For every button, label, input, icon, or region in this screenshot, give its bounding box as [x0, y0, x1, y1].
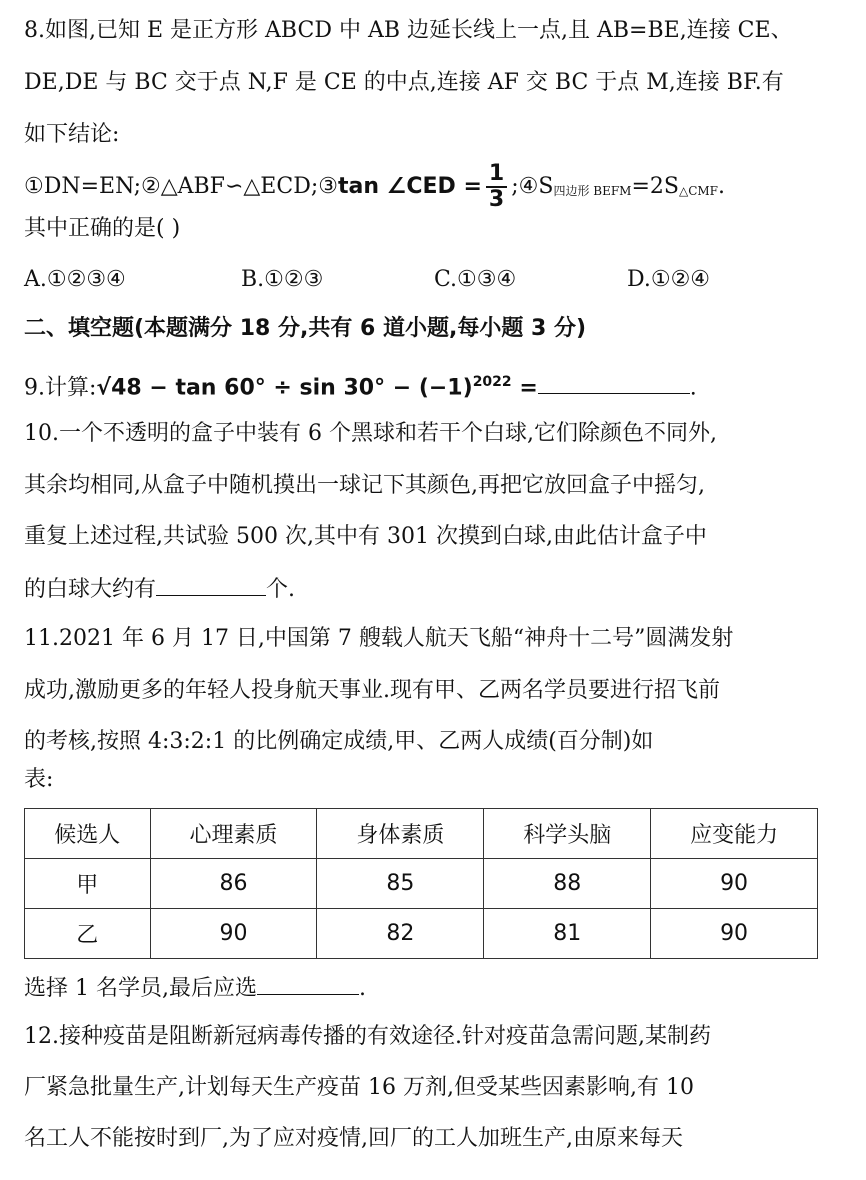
q11-after-text: 选择 1 名学员,最后应选 — [24, 976, 257, 1001]
q10-line-2: 其余均相同,从盒子中随机摸出一球记下其颜色,再把它放回盒子中摇匀, — [24, 473, 705, 498]
q11-after-end: . — [358, 976, 366, 1001]
q10-line-3: 重复上述过程,共试验 500 次,其中有 301 次摸到白球,由此估计盒子中 — [24, 524, 707, 549]
q8-line-3: 如下结论: — [24, 122, 120, 147]
q9-suffix: . — [689, 375, 697, 401]
table-cell: 82 — [317, 909, 484, 959]
q12-line-2: 厂紧急批量生产,计划每天生产疫苗 16 万剂,但受某些因素影响,有 10 — [24, 1075, 694, 1100]
q8-conclusion-end: . — [718, 174, 725, 199]
q10-line-1: 10.一个不透明的盒子中装有 6 个黑球和若干个白球,它们除颜色不同外, — [24, 421, 717, 446]
score-table — [24, 808, 818, 959]
q9-equals: = — [511, 375, 538, 401]
q9-exponent: 2022 — [472, 374, 512, 390]
q11-after-table — [24, 972, 846, 1004]
table-header-cell: 候选人 — [25, 809, 151, 859]
q8-option-d: D.①②④ — [627, 267, 711, 292]
q11-line-3: 的考核,按照 4:3:2:1 的比例确定成绩,甲、乙两人成绩(百分制)如 — [24, 729, 654, 754]
q8-fraction-denominator: 3 — [488, 187, 505, 212]
q11-line-4: 表: — [24, 767, 54, 792]
table-row — [25, 909, 818, 959]
q8-fraction — [486, 162, 507, 212]
table-cell: 85 — [317, 859, 484, 909]
q11-answer-blank[interactable] — [257, 972, 359, 995]
section-heading: 二、填空题(本题满分 18 分,共有 6 道小题,每小题 3 分) — [24, 316, 587, 341]
table-header-cell: 身体素质 — [317, 809, 484, 859]
table-cell: 81 — [484, 909, 651, 959]
q8-conclusion-part2: ;④S — [511, 174, 554, 199]
table-header-cell: 应变能力 — [651, 809, 818, 859]
q10-line-4-text: 的白球大约有 — [24, 577, 157, 602]
q8-conclusion-part3: =2S — [631, 174, 679, 199]
q8-fraction-numerator: 1 — [486, 162, 507, 188]
table-cell: 88 — [484, 859, 651, 909]
q8-option-c: C.①③④ — [434, 267, 517, 292]
q10-line-4-end: 个. — [266, 577, 296, 602]
table-cell: 90 — [150, 909, 317, 959]
q10-line-4 — [24, 573, 846, 605]
table-cell: 乙 — [25, 909, 151, 959]
q9-prefix: 9.计算: — [24, 375, 97, 401]
table-header-row — [25, 809, 818, 859]
q8-option-a: A.①②③④ — [24, 267, 126, 292]
q11-line-1: 11.2021 年 6 月 17 日,中国第 7 艘载人航天飞船“神舟十二号”圆满发射 — [24, 626, 734, 651]
q8-option-b: B.①②③ — [241, 267, 324, 292]
q8-conclusions — [24, 162, 846, 215]
q10-answer-blank[interactable] — [156, 573, 266, 596]
q9-expression: √48 − tan 60° ÷ sin 30° − (−1) — [96, 375, 473, 401]
q12-line-1: 12.接种疫苗是阻断新冠病毒传播的有效途径.针对疫苗急需问题,某制药 — [24, 1024, 711, 1049]
table-cell: 90 — [651, 859, 818, 909]
table-header-cell: 心理素质 — [150, 809, 317, 859]
q11-line-2: 成功,激励更多的年轻人投身航天事业.现有甲、乙两名学员要进行招飞前 — [24, 678, 720, 703]
q8-tan-expression: tan ∠CED = — [337, 174, 482, 199]
q8-subscript-tri: △CMF — [678, 184, 718, 198]
q8-options — [24, 265, 846, 295]
q12-line-3: 名工人不能按时到厂,为了应对疫情,回厂的工人加班生产,由原来每天 — [24, 1126, 683, 1151]
table-cell: 甲 — [25, 859, 151, 909]
table-row — [25, 859, 818, 909]
table-header-cell: 科学头脑 — [484, 809, 651, 859]
q8-subscript-quad: 四边形 BEFM — [553, 184, 632, 198]
q8-line-1: 8.如图,已知 E 是正方形 ABCD 中 AB 边延长线上一点,且 AB=BE,连接 CE、 — [24, 18, 793, 43]
q8-line-2: DE,DE 与 BC 交于点 N,F 是 CE 的中点,连接 AF 交 BC 于点 M,连接 BF.有 — [24, 70, 784, 95]
q8-line-5: 其中正确的是( ) — [24, 216, 181, 241]
q9-line — [24, 367, 846, 403]
q8-conclusion-part1: ①DN=EN;②△ABF∽△ECD;③ — [24, 174, 338, 199]
table-cell: 90 — [651, 909, 818, 959]
table-cell: 86 — [150, 859, 317, 909]
q9-answer-blank[interactable] — [538, 371, 690, 394]
